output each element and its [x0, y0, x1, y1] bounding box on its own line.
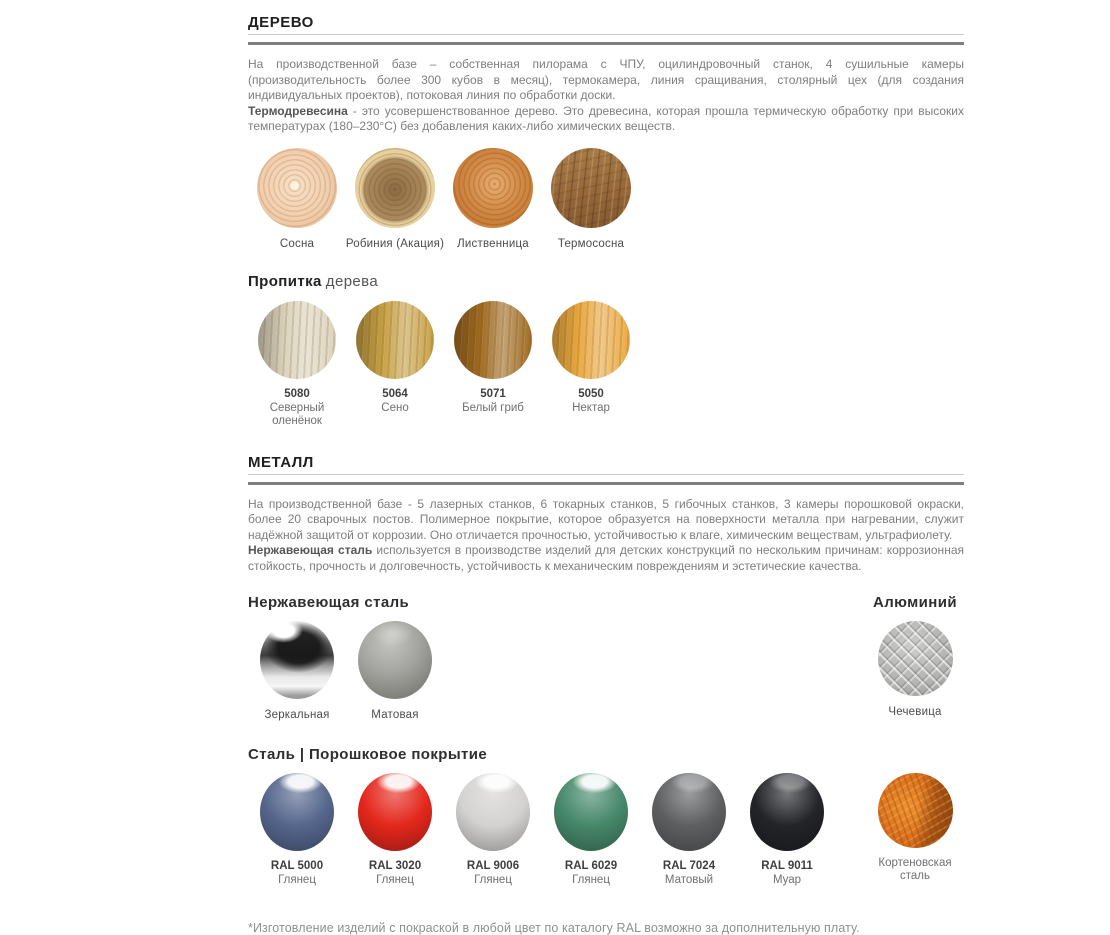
- aluminum-title: Алюминий: [873, 594, 957, 611]
- powder-code: RAL 9011: [761, 860, 813, 872]
- wood-swatch-robinia: [355, 148, 435, 228]
- powder-item-ral6029: [542, 773, 640, 887]
- powder-finish: Глянец: [376, 874, 414, 886]
- impregnation-item-5071: [444, 301, 542, 428]
- powder-code: RAL 5000: [270, 860, 324, 872]
- metal-paragraph-1-text: На производственной базе - 5 лазерных станков, 6 токарных станков, 5 гибочных станков, 3 камеры порошковой окраски, более 20 сварочных постов. Полимерное покрытие, которое образуется на поверхности металла при нагревании, служит надёжной защитой от коррозии. Оно отличается прочностью, устойчивостью к влаге, химическим веществам, ультрафиолету.: [248, 496, 964, 542]
- impregnation-code: 5064: [382, 387, 408, 400]
- powder-swatch-ral7024: [652, 773, 726, 851]
- powder-finish: Глянец: [474, 874, 512, 886]
- metal-paragraph-2-rest: используется в производстве изделий для детских конструкций по нескольким причинам: коррозионная стойкость, прочность и долговечность, устойчивость к механическим повреждениям и эстетические качества.: [248, 543, 964, 573]
- impregnation-name: Северный оленёнок: [269, 401, 325, 427]
- powder-item-ral9006: [444, 773, 542, 887]
- wood-species-thermopine: [542, 148, 640, 251]
- powder-finish: Глянец: [278, 874, 316, 886]
- impregnation-code: 5050: [578, 387, 604, 400]
- impregnation-title-light: дерева: [325, 272, 379, 290]
- wood-paragraph-1: [248, 57, 964, 104]
- impregnation-name: Сено: [381, 401, 409, 414]
- metal-paragraph-1: [248, 497, 964, 544]
- powder-swatch-ral9006: [456, 773, 530, 851]
- impregnation-item-5064: [346, 301, 444, 428]
- powder-item-ral7024: [640, 773, 738, 887]
- powder-swatch-ral6029: [554, 773, 628, 851]
- wood-paragraph-1-text: На производственной базе – собственная пилорама с ЧПУ, оцилиндровочный станок, 4 сушильные камеры (производительность более 300 кубов в месяц), термокамера, линия сращивания, столярный цех (для создания индивидуальных проектов), потоковая линия по обработки доски.: [248, 57, 964, 102]
- powder-item-corten: [866, 773, 964, 887]
- powder-finish: Матовый: [664, 874, 714, 886]
- powder-item-ral5000: [248, 773, 346, 887]
- wood-species-larch: [444, 148, 542, 251]
- aluminum-swatch-lentil: [878, 621, 953, 696]
- wood-swatch-thermopine: [551, 148, 631, 228]
- powder-swatch-ral5000: [260, 773, 334, 851]
- impregnation-code: 5071: [480, 387, 506, 400]
- stainless-header-row: [248, 594, 964, 611]
- divider-thick: [248, 42, 964, 45]
- powder-finish: Муар: [772, 874, 802, 886]
- impregnation-name: Белый гриб: [462, 401, 524, 414]
- wood-swatch-larch: [453, 148, 533, 228]
- metal-paragraph-2-lead: Нержавеющая сталь: [248, 543, 373, 557]
- powder-swatch-ral3020: [358, 773, 432, 851]
- ral-footnote: *Изготовление изделий с покраской в любой цвет по каталогу RAL возможно за дополнительную плату.: [248, 921, 860, 935]
- powder-row: [248, 773, 964, 887]
- wood-paragraph-2: [248, 104, 964, 135]
- impregnation-row: [248, 301, 964, 428]
- impregnation-swatch-5064: [356, 301, 434, 379]
- corten-label: Кортеновская сталь: [878, 857, 952, 882]
- powder-title: Сталь | Порошковое покрытие: [248, 746, 488, 763]
- wood-section-title: ДЕРЕВО: [248, 14, 314, 31]
- stainless-item-mirror: [248, 621, 346, 722]
- powder-item-ral9011: [738, 773, 836, 887]
- wood-section: [248, 14, 964, 428]
- wood-species-robinia: [346, 148, 444, 251]
- metal-section: [248, 454, 964, 888]
- powder-item-ral3020: [346, 773, 444, 887]
- impregnation-swatch-5080: [258, 301, 336, 379]
- wood-paragraph-2-rest: - это усовершенствованное дерево. Это древесина, которая прошла термическую обработку при высоких температурах (180–230°С) без добавления каких-либо химических веществ.: [248, 103, 964, 133]
- stainless-row: [248, 621, 964, 722]
- wood-swatch-label: Термососна: [557, 237, 625, 250]
- impregnation-item-5050: [542, 301, 640, 428]
- divider-thick: [248, 482, 964, 485]
- powder-swatch-ral9011: [750, 773, 824, 851]
- page-content: [248, 14, 964, 935]
- powder-code: RAL 3020: [368, 860, 422, 872]
- divider-thin: [248, 34, 964, 35]
- stainless-label: Зеркальная: [264, 709, 330, 721]
- impregnation-swatch-5050: [552, 301, 630, 379]
- impregnation-swatch-5071: [454, 301, 532, 379]
- stainless-swatch-mirror: [260, 621, 334, 699]
- wood-species-row: [248, 148, 964, 251]
- divider-thin: [248, 474, 964, 475]
- aluminum-label: Чечевица: [888, 706, 942, 718]
- powder-code: RAL 9006: [466, 860, 520, 872]
- stainless-swatch-matte: [358, 621, 432, 699]
- wood-swatch-label: Робиния (Акация): [345, 237, 445, 250]
- impregnation-title: [248, 273, 964, 290]
- stainless-label: Матовая: [371, 709, 419, 721]
- aluminum-item-lentil: [866, 621, 964, 722]
- wood-paragraph-2-lead: Термодревесина: [248, 103, 348, 118]
- stainless-item-matte: [346, 621, 444, 722]
- powder-swatch-corten: [878, 773, 953, 848]
- powder-code: RAL 6029: [564, 860, 618, 872]
- impregnation-title-bold: Пропитка: [248, 272, 322, 290]
- powder-code: RAL 7024: [662, 860, 716, 872]
- wood-species-pine: [248, 148, 346, 251]
- wood-swatch-label: Сосна: [279, 237, 315, 250]
- stainless-title: Нержавеющая сталь: [248, 594, 410, 611]
- impregnation-name: Нектар: [572, 401, 610, 414]
- powder-finish: Глянец: [572, 874, 610, 886]
- impregnation-code: 5080: [284, 387, 310, 400]
- metal-section-title: МЕТАЛЛ: [248, 453, 314, 471]
- impregnation-item-5080: [248, 301, 346, 428]
- metal-paragraph-2: [248, 543, 964, 574]
- wood-swatch-pine: [257, 148, 337, 228]
- wood-swatch-label: Лиственница: [457, 237, 529, 250]
